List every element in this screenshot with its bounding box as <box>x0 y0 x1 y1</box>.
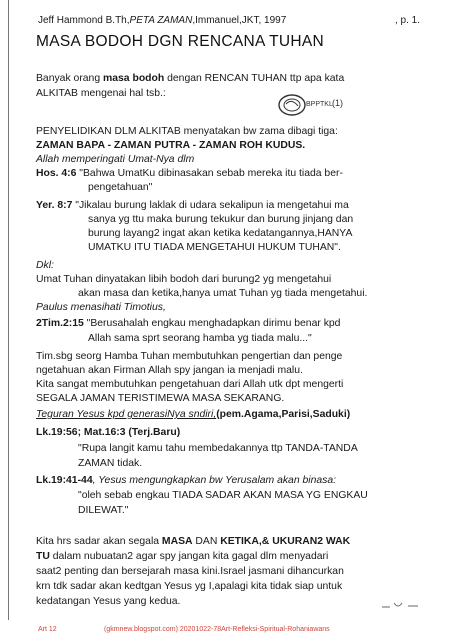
paulus-line: Paulus menasihati Timotius, <box>36 302 166 313</box>
teguran-italic: Teguran Yesus kpd generasiNya sndiri, <box>36 409 217 420</box>
luke-19-intro: , Yesus mengungkapkan bw Yerusalam akan binasa: <box>92 475 336 486</box>
svg-text:(1): (1) <box>332 98 343 108</box>
closing-text-a: Kita hrs sadar akan segala <box>36 536 162 547</box>
paragraph-1-line-2: ngetahuan akan Firman Allah spy jangan ia menjadi malu. <box>36 365 303 376</box>
allah-warning: Allah memperingati Umat-Nya dlm <box>36 154 195 165</box>
intro-text-a: Banyak orang <box>36 73 104 84</box>
timothy-text-1: "Berusahalah engkau menghadapkan dirimu benar kpd <box>83 318 341 329</box>
closing-line-1 <box>36 536 350 548</box>
paragraph-2-line-1: Kita sangat membutuhkan pengetahuan dari Allah utk dpt mengerti <box>36 379 344 390</box>
closing-text-2: dalam nubuatan2 agar spy jangan kita gagal dlm menyadari <box>49 551 329 562</box>
luke-19-quote-line-1: "oleh sebab engkau TIADA SADAR AKAN MASA YG ENGKAU <box>78 490 368 501</box>
dkl-line-1: Umat Tuhan dinyatakan libih bodoh dari burung2 yg mengetahui <box>36 274 332 285</box>
luke-matthew-reference: Lk.19:56; Mat.16:3 (Terj.Baru) <box>36 427 181 438</box>
paragraph-2-line-2: SEGALA JAMAN TERISTIMEWA MASA SEKARANG. <box>36 393 285 404</box>
page-number: , p. 1. <box>395 15 421 26</box>
svg-text:BPPTKL: BPPTKL <box>306 101 333 108</box>
hosea-verse-line-1 <box>36 168 343 180</box>
timothy-reference: 2Tim.2:15 <box>36 318 84 329</box>
penyelidikan-line: PENYELIDIKAN DLM ALKITAB menyatakan bw zama dibagi tiga: <box>36 126 338 137</box>
source-citation <box>38 15 286 27</box>
closing-line-3: saat2 penting dan bersejarah masa kini.Israel jasmani dihancurkan <box>36 566 344 577</box>
jeremiah-verse-line-1 <box>36 200 349 212</box>
jeremiah-text-1: "Jikalau burung laklak di udara sekalipun ia mengetahui ma <box>72 200 349 211</box>
intro-text-c: dengan RENCAN TUHAN ttp apa kata <box>164 73 345 84</box>
jeremiah-verse-line-2: sanya yg ttu maka burung tekukur dan burung jinjang dan <box>88 214 354 225</box>
teguran-line <box>36 409 350 421</box>
jeremiah-verse-line-3: burung layang2 ingat akan ketika kedatangannya,HANYA <box>88 228 353 239</box>
teguran-groups: (pem.Agama,Parisi,Saduki) <box>216 409 351 420</box>
closing-line-5: kedatangan Yesus yang kedua. <box>36 596 181 607</box>
page-left-edge <box>8 0 9 620</box>
jeremiah-reference: Yer. 8:7 <box>36 200 73 211</box>
jeremiah-verse-line-4: UMATKU ITU TIADA MENGETAHUI HUKUM TUHAN". <box>88 242 341 253</box>
handwritten-stamp <box>276 92 348 118</box>
dkl-label: Dkl: <box>36 260 54 271</box>
citation-author: Jeff Hammond B.Th, <box>38 15 130 26</box>
closing-tu: TU <box>36 551 50 562</box>
hosea-text-1: "Bahwa UmatKu dibinasakan sebab mereka itu tiada ber- <box>76 168 343 179</box>
footer-source-link[interactable]: (gkmnew.blogspot.com) 20201022-78Art-Refleksi-Spiritual-Rohaniawans <box>104 626 330 633</box>
timothy-verse-line-1 <box>36 318 340 330</box>
document-title: MASA BODOH DGN RENCANA TUHAN <box>36 33 325 50</box>
citation-book: PETA ZAMAN <box>129 15 193 26</box>
closing-ketika: KETIKA,& UKURAN2 WAK <box>220 536 351 547</box>
luke-19-reference: Lk.19:41-44 <box>36 475 93 486</box>
intro-line-2: ALKITAB mengenai hal tsb.: <box>36 88 166 99</box>
closing-line-4: krn tdk sadar akan kedtgan Yesus yg I,apalagi kita tidak siap untuk <box>36 581 343 592</box>
closing-line-2 <box>36 551 328 563</box>
paragraph-1-line-1: Tim.sbg seorg Hamba Tuhan membutuhkan pengertian dan penge <box>36 351 343 362</box>
intro-line-1 <box>36 73 344 85</box>
luke-19-quote-line-2: DILEWAT." <box>78 505 129 516</box>
hosea-reference: Hos. 4:6 <box>36 168 77 179</box>
citation-publisher: ,Immanuel,JKT, 1997 <box>192 15 287 26</box>
closing-masa: MASA <box>161 536 193 547</box>
luke-matthew-line-1: "Rupa langit kamu tahu membedakannya ttp TANDA-TANDA <box>78 443 358 454</box>
footer-article-label: Art 12 <box>38 626 57 633</box>
page-scribble <box>380 598 430 612</box>
three-eras: ZAMAN BAPA - ZAMAN PUTRA - ZAMAN ROH KUDUS. <box>36 140 306 151</box>
dkl-line-2: akan masa dan ketika,hanya umat Tuhan yg tiada mengetahui. <box>78 288 368 299</box>
closing-dan: DAN <box>192 536 221 547</box>
hosea-verse-line-2: pengetahuan" <box>88 182 153 193</box>
intro-emphasis: masa bodoh <box>103 73 165 84</box>
timothy-verse-line-2: Allah sama sprt seorang hamba yg tiada malu..." <box>88 333 312 344</box>
luke-19-line <box>36 475 336 487</box>
luke-matthew-line-2: ZAMAN tidak. <box>78 458 143 469</box>
